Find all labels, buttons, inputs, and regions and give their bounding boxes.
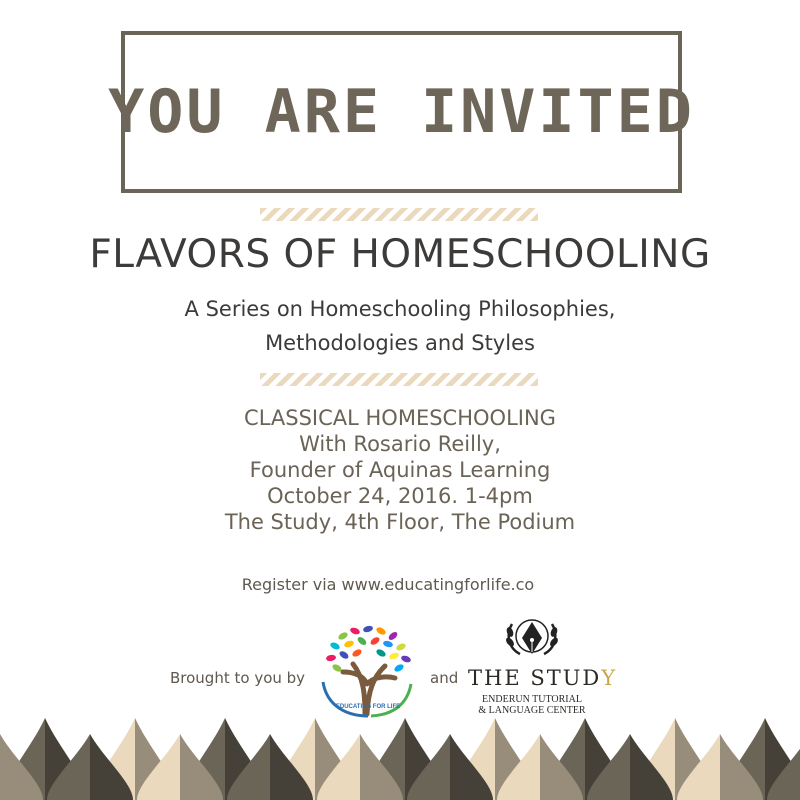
invited-heading: YOU ARE INVITED xyxy=(108,77,695,147)
session-datetime: October 24, 2016. 1-4pm xyxy=(267,484,533,508)
wordmark-main: THE STUD xyxy=(468,666,602,690)
study-sub-line-1: ENDERUN TUTORIAL xyxy=(482,694,582,705)
decorative-stripe-bottom xyxy=(260,373,538,386)
event-subtitle xyxy=(0,292,800,360)
the-study-wordmark xyxy=(468,666,618,690)
leaf-border-decoration xyxy=(0,700,800,800)
pen-nib-laurel-icon xyxy=(468,614,596,666)
decorative-stripe-top xyxy=(260,208,538,221)
event-title: FLAVORS OF HOMESCHOOLING xyxy=(89,232,711,277)
invitation-frame xyxy=(108,31,695,193)
study-sub-line-2: & LANGUAGE CENTER xyxy=(478,705,586,716)
wordmark-accent: Y xyxy=(601,666,618,690)
session-speaker: With Rosario Reilly, xyxy=(299,432,501,456)
subtitle-line-2: Methodologies and Styles xyxy=(265,331,535,355)
session-venue: The Study, 4th Floor, The Podium xyxy=(224,510,576,534)
register-link[interactable]: Register via www.educatingforlife.co xyxy=(241,575,535,594)
and-label: and xyxy=(430,669,459,687)
tree-leaves xyxy=(326,625,412,673)
session-speaker-role: Founder of Aquinas Learning xyxy=(249,458,551,482)
brought-by-label: Brought to you by xyxy=(170,669,306,687)
session-details xyxy=(0,405,800,535)
efl-logo-text: EDUCATING FOR LIFE xyxy=(335,704,401,710)
session-topic: CLASSICAL HOMESCHOOLING xyxy=(244,406,556,430)
subtitle-line-1: A Series on Homeschooling Philosophies, xyxy=(184,297,616,321)
leaf-row xyxy=(0,718,800,800)
